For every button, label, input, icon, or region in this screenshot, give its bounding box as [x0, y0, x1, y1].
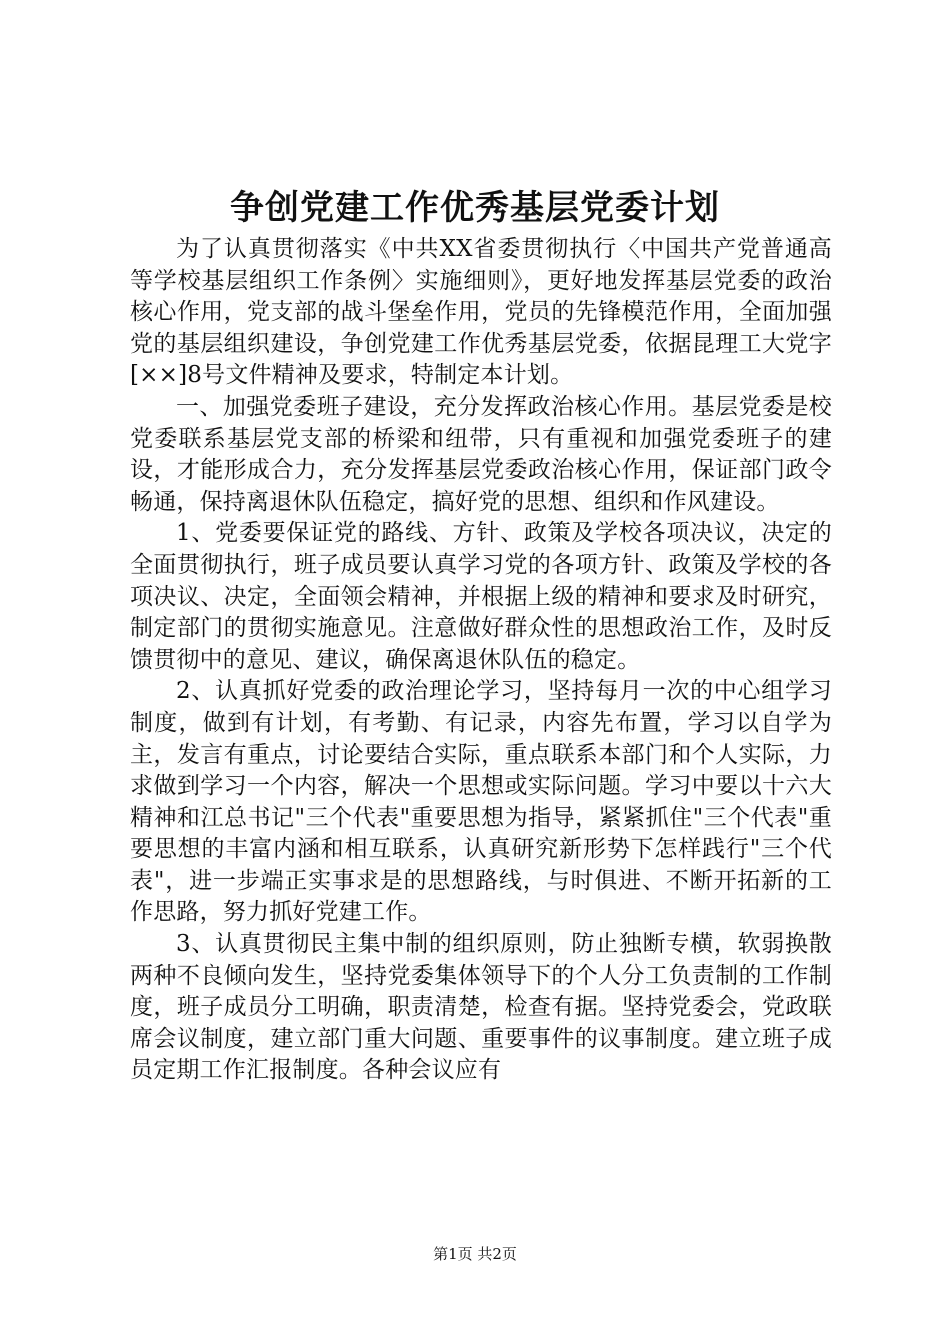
paragraph-item-3: 3、认真贯彻民主集中制的组织原则，防止独断专横，软弱换散两种不良倾向发生，坚持党委集体领导下的个人分工负责制的工作制度，班子成员分工明确，职责清楚，检查有据。坚持党委会，党政联席会议制度，建立部门重大问题、重要事件的议事制度。建立班子成员定期工作汇报制度。各种会议应有 — [130, 931, 832, 1084]
page-footer: 第1页 共2页 — [433, 1245, 517, 1263]
paragraph-intro: 为了认真贯彻落实《中共XX省委贯彻执行〈中国共产党普通高等学校基层组织工作条例〉实施细则》，更好地发挥基层党委的政治核心作用，党支部的战斗堡垒作用，党员的先锋模范作用，全面加强党的基层组织建设，争创党建工作优秀基层党委，依据昆理工大党字[××]8号文件精神及要求，特制定本计划。 — [130, 236, 832, 389]
paragraph-item-1: 1、党委要保证党的路线、方针、政策及学校各项决议，决定的全面贯彻执行，班子成员要认真学习党的各项方针、政策及学校的各项决议、决定，全面领会精神，并根据上级的精神和要求及时研究，制定部门的贯彻实施意见。注意做好群众性的思想政治工作，及时反馈贯彻中的意见、建议，确保离退休队伍的稳定。 — [130, 520, 832, 673]
document-body — [130, 234, 832, 1087]
paragraph-section-one: 一、加强党委班子建设，充分发挥政治核心作用。基层党委是校党委联系基层党支部的桥梁和纽带，只有重视和加强党委班子的建设，才能形成合力，充分发挥基层党委政治核心作用，保证部门政令畅通，保持离退休队伍稳定，搞好党的思想、组织和作风建设。 — [130, 393, 832, 515]
document-title: 争创党建工作优秀基层党委计划 — [230, 188, 720, 228]
paragraph-item-2: 2、认真抓好党委的政治理论学习，坚持每月一次的中心组学习制度，做到有计划，有考勤、有记录，内容先布置，学习以自学为主，发言有重点，讨论要结合实际，重点联系本部门和个人实际，力求做到学习一个内容，解决一个思想或实际问题。学习中要以十六大精神和江总书记"三个代表"重要思想为指导，紧紧抓住"三个代表"重要思想的丰富内涵和相互联系，认真研究新形势下怎样践行"三个代表"，进一步端正实事求是的思想路线，与时俱进、不断开拓新的工作思路，努力抓好党建工作。 — [130, 678, 832, 926]
